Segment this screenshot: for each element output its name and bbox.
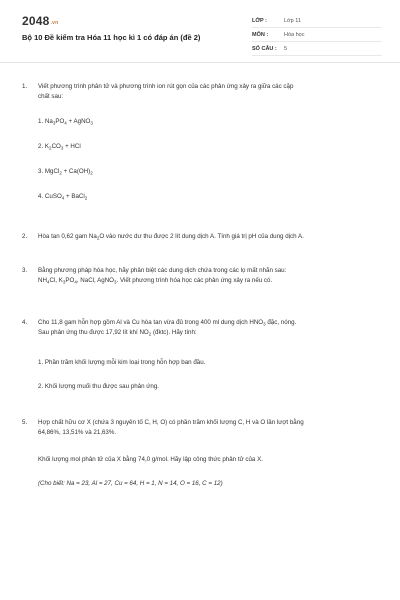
question-text-line: [38, 328, 382, 338]
question-5-line: Khối lượng mol phân tử của X bằng 74,0 g/mol. Hãy lập công thức phân tử của X.: [38, 456, 263, 463]
formula-part: K: [44, 143, 50, 150]
site-logo[interactable]: [22, 14, 58, 28]
text-part: Sau phản ứng thu được 17,92 lít khí NO: [38, 329, 149, 336]
formula-subscript: 4: [61, 195, 65, 201]
formula-subscript: 4: [64, 120, 67, 126]
header: [0, 0, 400, 62]
meta-subject-label: MÔN :: [252, 32, 269, 38]
formula-part: , NaCl, AgNO: [76, 277, 114, 284]
formula-part: PO: [55, 118, 65, 125]
formula-part: + HCl: [63, 143, 81, 150]
question-4-subpart-1: 1. Phần trăm khối lượng mỗi kim loại trong hỗn hợp ban đầu.: [38, 359, 206, 366]
question-3: [22, 266, 382, 286]
formula-part: Na: [44, 118, 53, 125]
question-text-line: Viết phương trình phân tử và phương trình ion rút gọn của các phản ứng xảy ra giữa các cặp: [38, 83, 294, 90]
text-part: Hòa tan 0,62 gam Na: [38, 233, 97, 240]
reaction-option-4: [38, 192, 87, 202]
formula-part: + Ca(OH): [61, 168, 91, 175]
option-number: 1.: [38, 118, 44, 125]
formula-part: + AgNO: [66, 118, 91, 125]
option-number: 4.: [38, 193, 44, 200]
question-number: 2.: [22, 233, 28, 240]
formula-subscript: 3: [90, 120, 93, 126]
question-text-line: Bằng phương pháp hóa học, hãy phân biệt các dung dịch chứa trong các lọ mất nhãn sau:: [38, 267, 287, 274]
formula-subscript: 3: [62, 279, 66, 285]
text-part: O vào nước dư thu được 2 lít dung dịch A. Tính giá trị pH của dung dịch A.: [99, 233, 304, 240]
question-text: [38, 318, 382, 338]
option-number: 2.: [38, 143, 44, 150]
formula-part: MgCl: [44, 168, 60, 175]
formula-subscript: 4: [46, 279, 50, 285]
formula-subscript: 2: [49, 145, 52, 151]
header-divider: [0, 62, 400, 63]
meta-class-value: Lớp 11: [284, 18, 301, 24]
reaction-option-2: [38, 142, 81, 152]
formula-subscript: 3: [114, 279, 117, 285]
text-part: (đktc). Hãy tính:: [151, 329, 197, 336]
option-number: 3.: [38, 168, 44, 175]
question-text-line: [38, 276, 382, 286]
formula-subscript: 2: [90, 170, 93, 176]
formula-subscript: 2: [59, 170, 62, 176]
question-text: [38, 266, 382, 286]
question-text-line: Hợp chất hữu cơ X (chứa 3 nguyên tố C, H, O) có phần trăm khối lượng C, H và O lần lượt bằng: [38, 419, 304, 426]
question-5: [22, 418, 382, 438]
formula-part: CuSO: [44, 193, 62, 200]
question-text: [38, 232, 382, 242]
logo-suffix: .vn: [50, 20, 59, 26]
logo-number: 2048: [22, 14, 50, 28]
question-2: [22, 232, 382, 242]
text-part: . Viết phương trình hóa học các phản ứng xảy ra nếu có.: [116, 277, 273, 284]
formula-part: NH: [38, 277, 47, 284]
document-title: Bộ 10 Đề kiểm tra Hóa 11 học kì 1 có đáp án (đề 2): [22, 33, 201, 42]
formula-subscript: 2: [148, 331, 152, 337]
formula-part: Cl, K: [49, 277, 63, 284]
question-4-subpart-2: 2. Khối lượng muối thu được sau phản ứng.: [38, 383, 159, 390]
text-part: Cho 11,8 gam hỗn hợp gồm Al và Cu hòa tan vừa đủ trong 400 ml dung dịch HNO: [38, 319, 264, 326]
question-text: [38, 82, 382, 102]
formula-part: PO: [65, 277, 75, 284]
meta-class: [252, 14, 382, 28]
formula-part: + BaCl: [64, 193, 85, 200]
formula-subscript: 4: [74, 279, 77, 285]
reaction-option-1: [38, 117, 93, 127]
meta-count: [252, 42, 382, 56]
formula-subscript: 3: [263, 321, 266, 327]
meta-class-label: LỚP :: [252, 18, 267, 24]
question-number: 5.: [22, 419, 28, 426]
question-text: [38, 418, 382, 438]
meta-subject-value: Hóa học: [284, 32, 305, 38]
meta-count-label: SỐ CÂU :: [252, 46, 277, 52]
question-number: 4.: [22, 319, 28, 326]
question-number: 3.: [22, 267, 28, 274]
question-text-line: [38, 318, 382, 328]
formula-subscript: 3: [52, 120, 56, 126]
formula-subscript: 2: [96, 235, 100, 241]
formula-subscript: 2: [84, 195, 88, 201]
question-4: [22, 318, 382, 338]
question-number: 1.: [22, 83, 28, 90]
formula-part: CO: [51, 143, 61, 150]
formula-subscript: 3: [60, 145, 64, 151]
question-text-line: chất sau:: [38, 93, 64, 100]
atomic-mass-note: (Cho biết: Na = 23, Al = 27, Cu = 64, H = 1, N = 14, O = 16, C = 12): [38, 480, 223, 487]
text-part: đặc, nóng.: [265, 319, 297, 326]
question-1: [22, 82, 382, 102]
reaction-option-3: [38, 167, 93, 177]
question-text-line: 64,86%, 13,51% và 21,63%.: [38, 429, 117, 436]
meta-subject: [252, 28, 382, 42]
meta-count-value: 5: [284, 46, 288, 52]
